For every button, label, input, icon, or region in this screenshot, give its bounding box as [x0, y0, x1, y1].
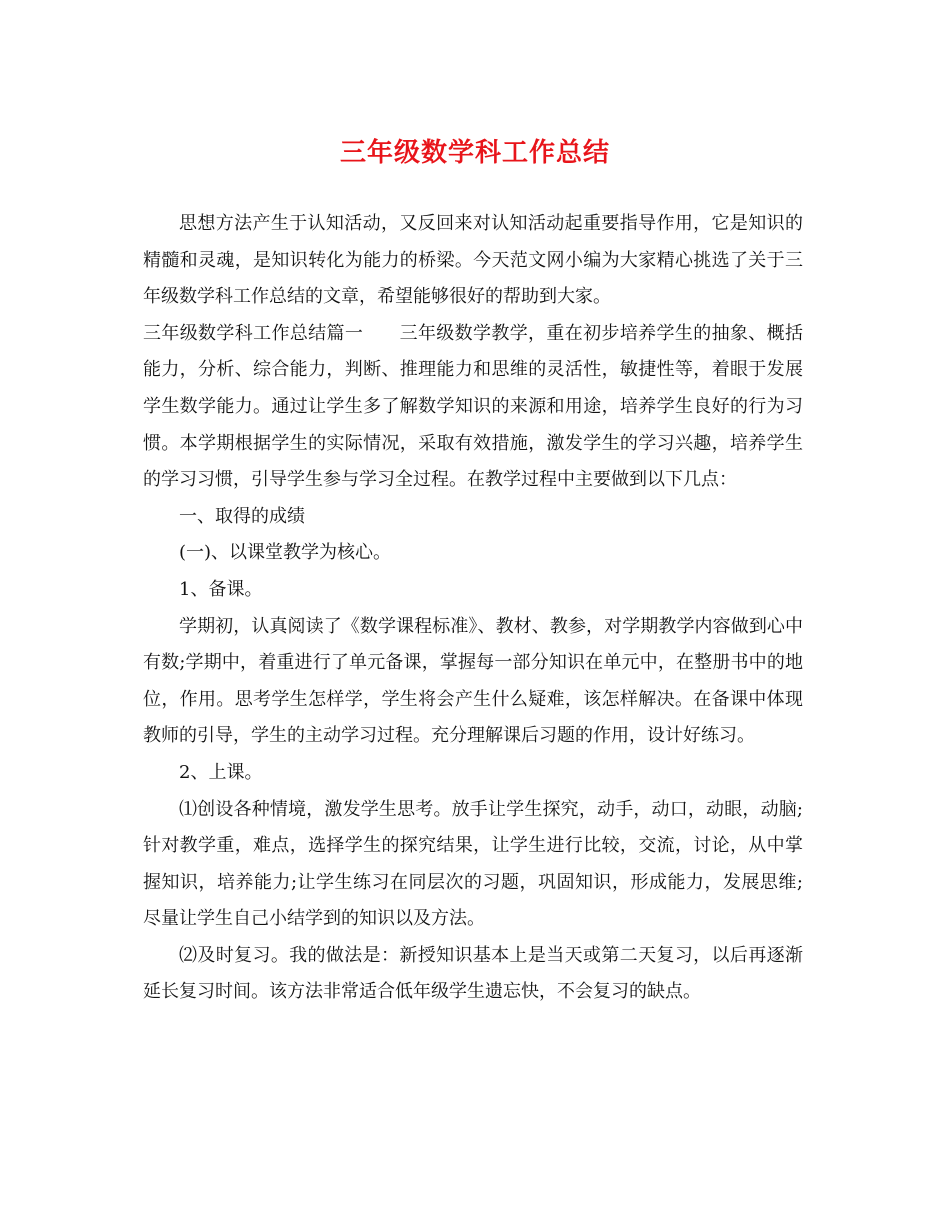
section-one-heading: 三年级数学科工作总结篇一 [143, 322, 364, 344]
document-title: 三年级数学科工作总结 [339, 138, 610, 168]
item-class-teaching: 2、上课。 [179, 761, 263, 783]
section-one-paragraph [143, 316, 803, 499]
subheading-classroom: (一)、以课堂教学为核心。 [179, 542, 392, 564]
intro-paragraph: 思想方法产生于认知活动，又反回来对认知活动起重要指导作用，它是知识的精髓和灵魂，是知识转化为能力的桥梁。今天范文网小编为大家精心挑选了关于三年级数学科工作总结的文章，希望能够很好的帮助到大家。 [143, 213, 803, 308]
heading-achievements: 一、取得的成绩 [179, 505, 305, 527]
lesson-prep-paragraph: 学期初，认真阅读了《数学课程标准》、教材、教参，对学期教学内容做到心中有数;学期中，着重进行了单元备课，掌握每一部分知识在单元中，在整册书中的地位，作用。思考学生怎样学，学生将会产生什么疑难，该怎样解决。在备课中体现教师的引导，学生的主动学习过程。充分理解课后习题的作用，设计好练习。 [143, 615, 803, 747]
item-lesson-prep: 1、备课。 [179, 578, 263, 600]
document-body [143, 206, 803, 1011]
section-one-text: 三年级数学教学，重在初步培养学生的抽象、概括能力，分析、综合能力，判断、推理能力和思维的灵活性，敏捷性等，着眼于发展学生数学能力。通过让学生多了解数学知识的来源和用途，培养学生良好的行为习惯。本学期根据学生的实际情况，采取有效措施，激发学生的学习兴趣，培养学生的学习习惯，引导学生参与学习全过程。在教学过程中主要做到以下几点： [143, 322, 803, 491]
review-paragraph: ⑵及时复习。我的做法是：新授知识基本上是当天或第二天复习，以后再逐渐延长复习时间。该方法非常适合低年级学生遗忘快，不会复习的缺点。 [143, 944, 803, 1003]
situation-paragraph: ⑴创设各种情境，激发学生思考。放手让学生探究，动手，动口，动眼，动脑;针对教学重，难点，选择学生的探究结果，让学生进行比较，交流，讨论，从中掌握知识，培养能力;让学生练习在同层次的习题，巩固知识，形成能力，发展思维;尽量让学生自己小结学到的知识以及方法。 [143, 798, 803, 930]
